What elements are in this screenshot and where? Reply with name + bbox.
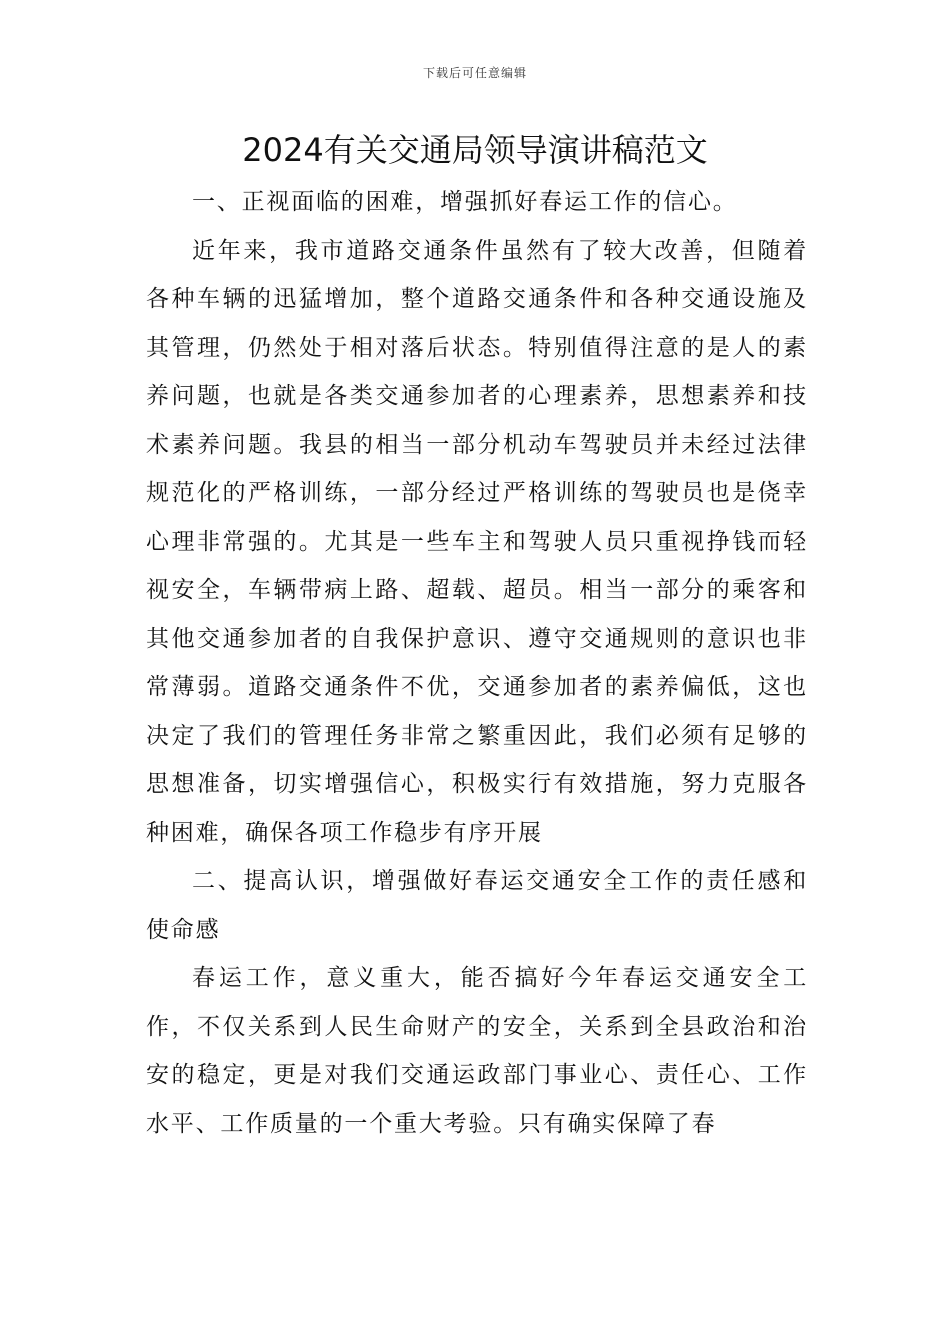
body-paragraph-1: 近年来，我市道路交通条件虽然有了较大改善，但随着各种车辆的迅猛增加，整个道路交通条件和各种交通设施及其管理，仍然处于相对落后状态。特别值得注意的是人的素养问题，也就是各类交通参加者的心理素养，思想素养和技术素养问题。我县的相当一部分机动车驾驶员并未经过法律规范化的严格训练，一部分经过严格训练的驾驶员也是侥幸心理非常强的。尤其是一些车主和驾驶人员只重视挣钱而轻视安全，车辆带病上路、超载、超员。相当一部分的乘客和其他交通参加者的自我保护意识、遵守交通规则的意识也非常薄弱。道路交通条件不优，交通参加者的素养偏低，这也决定了我们的管理任务非常之繁重因此，我们必须有足够的思想准备，切实增强信心，积极实行有效措施，努力克服各种困难，确保各项工作稳步有序开展 — [146, 237, 808, 846]
section-heading-1: 一、正视面临的困难，增强抓好春运工作的信心。 — [192, 189, 738, 215]
body-paragraph-2: 春运工作，意义重大，能否搞好今年春运交通安全工作，不仅关系到人民生命财产的安全，关系到全县政治和治安的稳定，更是对我们交通运政部门事业心、责任心、工作水平、工作质量的一个重大考验。只有确实保障了春 — [146, 965, 808, 1137]
document-body — [146, 178, 808, 1148]
section-heading-2: 二、提高认识，增强做好春运交通安全工作的责任感和使命感 — [146, 868, 808, 943]
header-note: 下载后可任意编辑 — [422, 66, 527, 80]
document-title: 2024有关交通局领导演讲稿范文 — [242, 131, 708, 169]
